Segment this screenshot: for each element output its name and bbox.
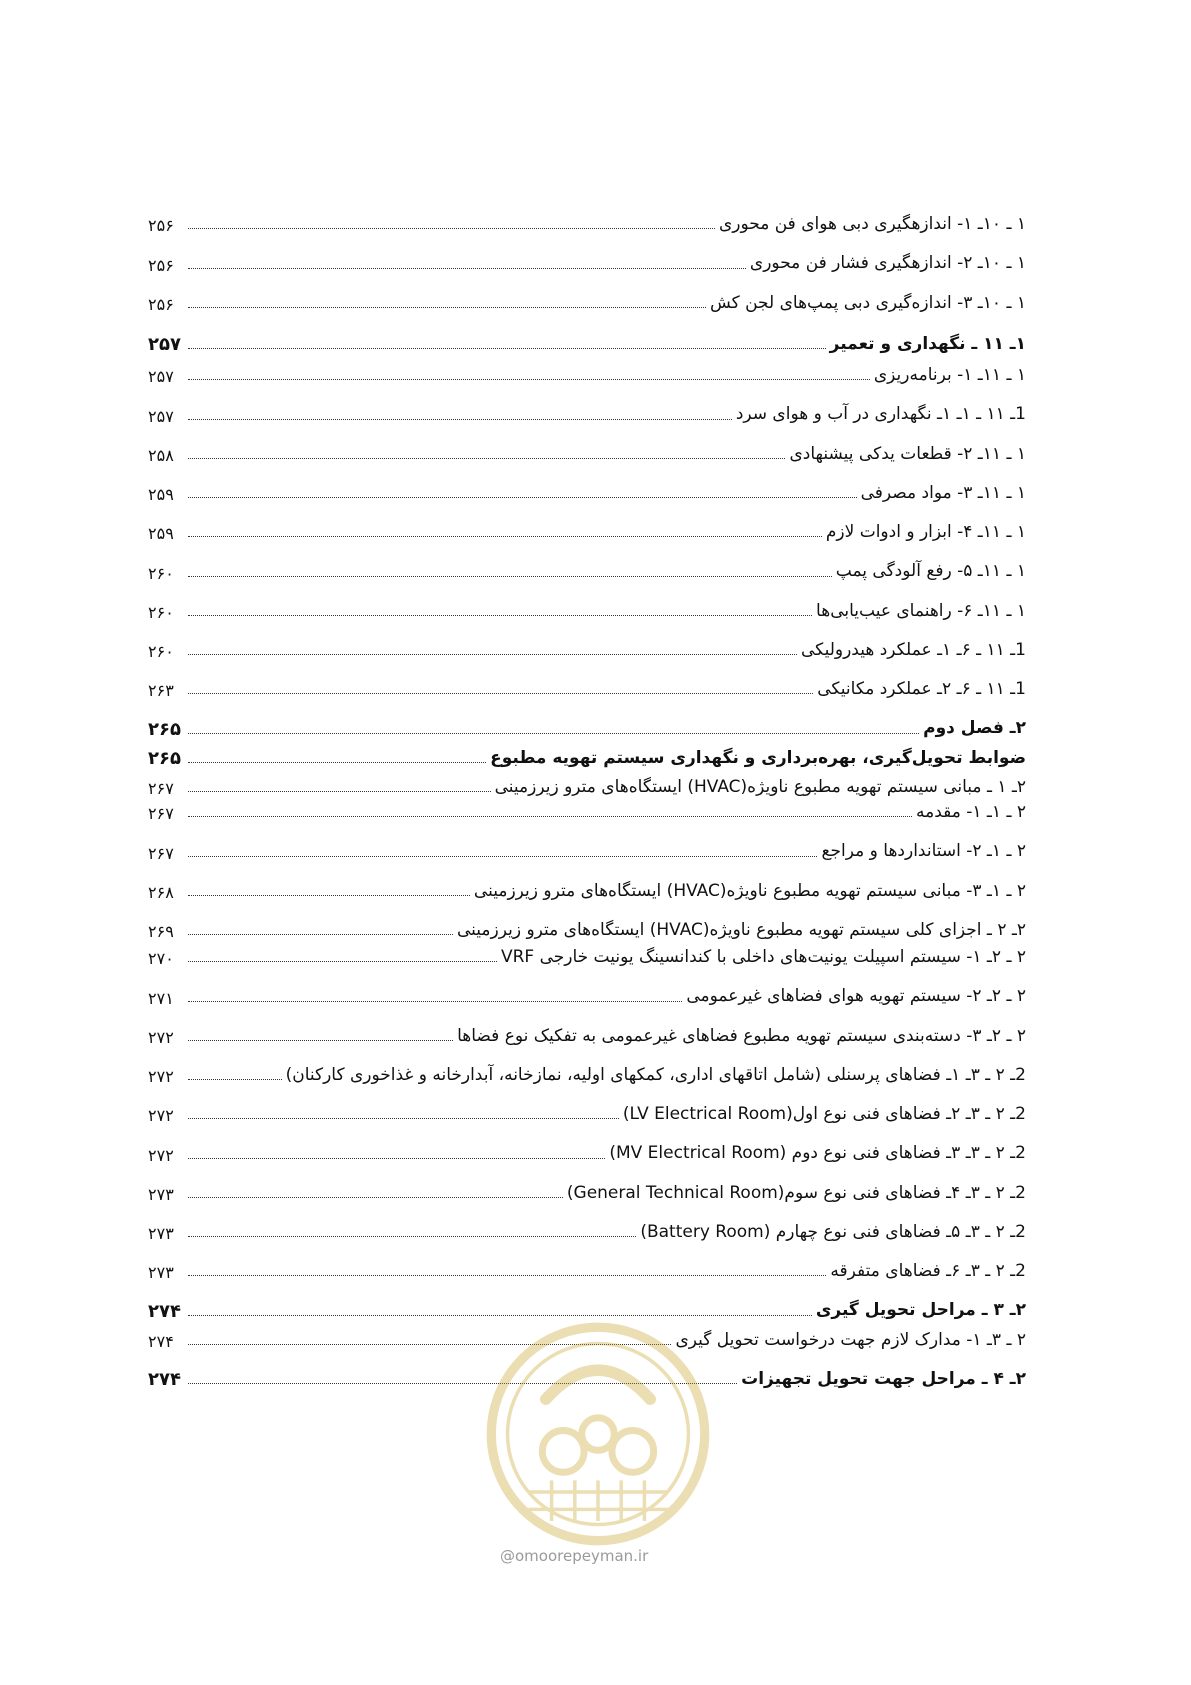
toc-dot-leader: [188, 961, 497, 962]
toc-entry-page: ۲۶۹: [148, 922, 174, 941]
toc-entry-page: ۲۶۵: [148, 747, 181, 769]
toc-entry[interactable]: [148, 365, 1026, 386]
toc-entry-page: ۲۵۹: [148, 524, 174, 544]
toc-entry[interactable]: [148, 561, 1026, 582]
toc-entry-page: ۲۷۳: [148, 1224, 174, 1243]
toc-entry-title: ۲ ـ ۲ـ ۲- سیستم تهویه هوای فضاهای غیرعمومی: [686, 986, 1026, 1007]
watermark-emblem: [482, 1318, 714, 1550]
toc-entry-page: ۲۵۶: [148, 294, 174, 314]
toc-entry-title: 2ـ ۲ ـ ۳ـ ۲ـ فضاهای فنی نوع اول(LV Electrical Room): [622, 1104, 1026, 1124]
toc-dot-leader: [188, 615, 812, 616]
toc-entry[interactable]: [148, 679, 1026, 700]
toc-dot-leader: [188, 1040, 453, 1041]
toc-entry[interactable]: [148, 1222, 1026, 1243]
toc-entry-title: 2ـ ۲ ـ ۳ـ ۵ـ فضاهای فنی نوع چهارم (Battery Room): [640, 1221, 1026, 1242]
toc-dot-leader: [188, 762, 486, 763]
toc-dot-leader: [188, 856, 817, 857]
toc-dot-leader: [188, 693, 813, 694]
toc-entry-title: ۲ ـ ۲ـ ۳- دسته‌بندی سیستم تهویه مطبوع فضاهای غیرعمومی به تفکیک نوع فضاها: [457, 1025, 1026, 1046]
toc-entry-title: ۲ـ ۲ ـ اجزای کلی سیستم تهویه مطبوع ناویژه(HVAC) ایستگاه‌های مترو زیرزمینی: [456, 919, 1026, 940]
toc-dot-leader: [188, 1158, 605, 1159]
toc-entry[interactable]: [148, 1065, 1026, 1086]
toc-entry-page: ۲۶۰: [148, 563, 174, 583]
toc-entry[interactable]: [148, 1104, 1026, 1125]
toc-entry-title: ۱ ـ ۱۱ـ ۴- ابزار و ادوات لازم: [825, 522, 1026, 542]
toc-entry-page: ۲۵۶: [148, 255, 174, 275]
toc-entry[interactable]: [148, 1261, 1026, 1282]
toc-entry-title: ۱ ـ ۱۱ـ ۵- رفع آلودگی پمپ: [835, 561, 1026, 582]
toc-entry-title: 1ـ ۱۱ ـ ۶ـ ۲ـ عملکرد مکانیکی: [817, 679, 1026, 699]
toc-dot-leader: [188, 1118, 619, 1119]
toc-entry[interactable]: [148, 522, 1026, 543]
toc-entry-page: ۲۵۶: [148, 216, 174, 236]
toc-entry[interactable]: [148, 841, 1026, 862]
toc-entry[interactable]: [148, 1143, 1026, 1164]
toc-entry[interactable]: [148, 777, 1026, 798]
toc-dot-leader: [188, 576, 832, 577]
toc-entry-title: ۲ـ فصل دوم: [923, 718, 1026, 739]
toc-dot-leader: [188, 816, 912, 817]
toc-entry[interactable]: [148, 986, 1026, 1007]
toc-entry-title: ۲ ـ ۳ـ ۱- مدارک لازم جهت درخواست تحویل گیری: [675, 1329, 1026, 1350]
toc-entry-page: ۲۷۴: [148, 1300, 181, 1322]
toc-entry-page: ۲۷۱: [148, 988, 174, 1008]
toc-entry-page: ۲۷۳: [148, 1184, 174, 1204]
toc-entry[interactable]: [148, 1183, 1026, 1204]
watermark-text: @omoorepeyman.ir: [500, 1547, 649, 1565]
toc-entry-title: 2ـ ۲ ـ ۳ـ ۶ـ فضاهای متفرقه: [830, 1261, 1026, 1281]
toc-entry-page: ۲۶۷: [148, 804, 174, 824]
toc-entry-page: ۲۶۳: [148, 681, 174, 701]
toc-entry[interactable]: [148, 483, 1026, 504]
toc-entry-title: ۱ ـ ۱۱ـ ۶- راهنمای عیب‌یابی‌ها: [816, 600, 1026, 621]
toc-entry-title: ۲ ـ ۱ـ ۲- استانداردها و مراجع: [821, 841, 1026, 862]
toc-entry[interactable]: [148, 947, 1026, 968]
toc-entry[interactable]: [148, 404, 1026, 425]
toc-dot-leader: [188, 1275, 826, 1276]
toc-entry-title: 2ـ ۲ ـ ۳ـ ۳ـ فضاهای فنی نوع دوم (MV Electrical Room): [609, 1143, 1026, 1164]
toc-entry-title: 2ـ ۲ ـ ۳ـ ۱ـ فضاهای پرسنلی (شامل اتاقهای اداری، کمکهای اولیه، نمازخانه، آبدارخانه و غذاخوری کارکنان): [285, 1064, 1026, 1085]
toc-dot-leader: [188, 1001, 682, 1002]
toc-entry-title: ۱ ـ ۱۰ـ ۳- اندازه‌گیری دبی پمپ‌های لجن کش: [709, 292, 1026, 313]
toc-entry[interactable]: [148, 640, 1026, 661]
toc-entry-title: ۱ ـ ۱۱ـ ۲- قطعات یدکی پیشنهادی: [789, 443, 1026, 464]
toc-dot-leader: [188, 307, 706, 308]
toc-entry-title: ۱ ـ ۱۰ـ ۲- اندازهگیری فشار فن محوری: [749, 253, 1026, 274]
toc-entry-title: ۲ ـ ۲ـ ۱- سیستم اسپیلت یونیت‌های داخلی با کندانسینگ یونیت خارجی VRF: [500, 947, 1026, 967]
toc-entry-page: ۲۵۷: [148, 406, 174, 426]
toc-entry[interactable]: [148, 802, 1026, 823]
toc-entry-page: ۲۷۰: [148, 949, 174, 969]
toc-entry-title: ضوابط تحویل‌گیری، بهره‌برداری و نگهداری سیستم تهویه مطبوع: [490, 747, 1026, 768]
toc-dot-leader: [188, 379, 870, 380]
toc-dot-leader: [188, 458, 785, 459]
toc-entry-page: ۲۶۵: [148, 718, 181, 740]
toc-entry-page: ۲۷۲: [148, 1067, 174, 1086]
table-of-contents: [148, 214, 1026, 1390]
toc-entry-page: ۲۵۸: [148, 445, 174, 465]
toc-entry[interactable]: [148, 214, 1026, 235]
toc-entry-page: ۲۶۷: [148, 779, 174, 798]
toc-entry-title: ۱ ـ ۱۰ـ ۱- اندازهگیری دبی هوای فن محوری: [718, 214, 1026, 234]
toc-entry-page: ۲۶۸: [148, 882, 174, 902]
toc-dot-leader: [188, 791, 491, 792]
toc-entry[interactable]: [148, 1026, 1026, 1047]
toc-dot-leader: [188, 419, 732, 420]
toc-entry-page: ۲۶۷: [148, 843, 174, 863]
toc-entry-title: 1ـ ۱۱ ـ ۶ـ ۱ـ عملکرد هیدرولیکی: [801, 639, 1026, 660]
toc-entry[interactable]: [148, 334, 1026, 355]
toc-dot-leader: [188, 1315, 812, 1316]
toc-entry[interactable]: [148, 444, 1026, 465]
toc-entry[interactable]: [148, 601, 1026, 622]
toc-dot-leader: [188, 268, 746, 269]
toc-dot-leader: [188, 348, 826, 349]
toc-dot-leader: [188, 1236, 636, 1237]
toc-dot-leader: [188, 934, 453, 935]
toc-entry-page: ۲۵۷: [148, 367, 174, 387]
toc-entry-title: ۲ـ ۱ ـ مبانی سیستم تهویه مطبوع ناویژه(HVAC) ایستگاه‌های مترو زیرزمینی: [494, 776, 1026, 797]
toc-dot-leader: [188, 895, 470, 896]
toc-entry-title: ۱ ـ ۱۱ـ ۳- مواد مصرفی: [860, 482, 1026, 503]
toc-entry-title: 1ـ ۱۱ ـ ۱ـ ۱ـ نگهداری در آب و هوای سرد: [735, 404, 1026, 425]
toc-entry-page: ۲۷۲: [148, 1027, 174, 1047]
toc-entry-page: ۲۷۴: [148, 1369, 181, 1390]
toc-entry[interactable]: [148, 920, 1026, 941]
toc-dot-leader: [188, 733, 919, 734]
toc-entry-page: ۲۷۳: [148, 1263, 174, 1283]
toc-dot-leader: [188, 654, 797, 655]
toc-entry-page: ۲۶۰: [148, 642, 174, 661]
toc-entry[interactable]: [148, 718, 1026, 739]
toc-dot-leader: [188, 536, 822, 537]
toc-entry-title: ۲ ـ ۱ـ ۱- مقدمه: [916, 802, 1026, 822]
toc-entry[interactable]: [148, 748, 1026, 769]
toc-entry-title: ۲ ـ ۱ـ ۳- مبانی سیستم تهویه مطبوع ناویژه(HVAC) ایستگاه‌های مترو زیرزمینی: [473, 880, 1026, 901]
toc-entry-page: ۲۷۴: [148, 1331, 174, 1351]
toc-dot-leader: [188, 1079, 282, 1080]
toc-dot-leader: [188, 497, 857, 498]
toc-entry[interactable]: [148, 253, 1026, 274]
toc-dot-leader: [188, 228, 715, 229]
toc-entry-title: ۲ـ ۳ ـ مراحل تحویل گیری: [815, 1300, 1026, 1321]
toc-entry-title: ۱ـ ۱۱ ـ نگهداری و تعمیر: [829, 333, 1026, 354]
toc-entry-title: ۲ـ ۴ ـ مراحل جهت تحویل تجهیزات: [741, 1368, 1026, 1389]
toc-entry-page: ۲۶۰: [148, 602, 174, 622]
toc-entry[interactable]: [148, 293, 1026, 314]
toc-entry-page: ۲۵۹: [148, 485, 174, 504]
toc-entry-title: 2ـ ۲ ـ ۳ـ ۴ـ فضاهای فنی نوع سوم(General Technical Room): [566, 1182, 1026, 1203]
toc-entry-title: ۱ ـ ۱۱ـ ۱- برنامه‌ریزی: [873, 365, 1026, 385]
toc-entry-page: ۲۷۲: [148, 1106, 174, 1126]
toc-dot-leader: [188, 1197, 563, 1198]
toc-entry-page: ۲۷۲: [148, 1145, 174, 1165]
toc-entry[interactable]: [148, 881, 1026, 902]
toc-entry-page: ۲۵۷: [148, 334, 181, 355]
